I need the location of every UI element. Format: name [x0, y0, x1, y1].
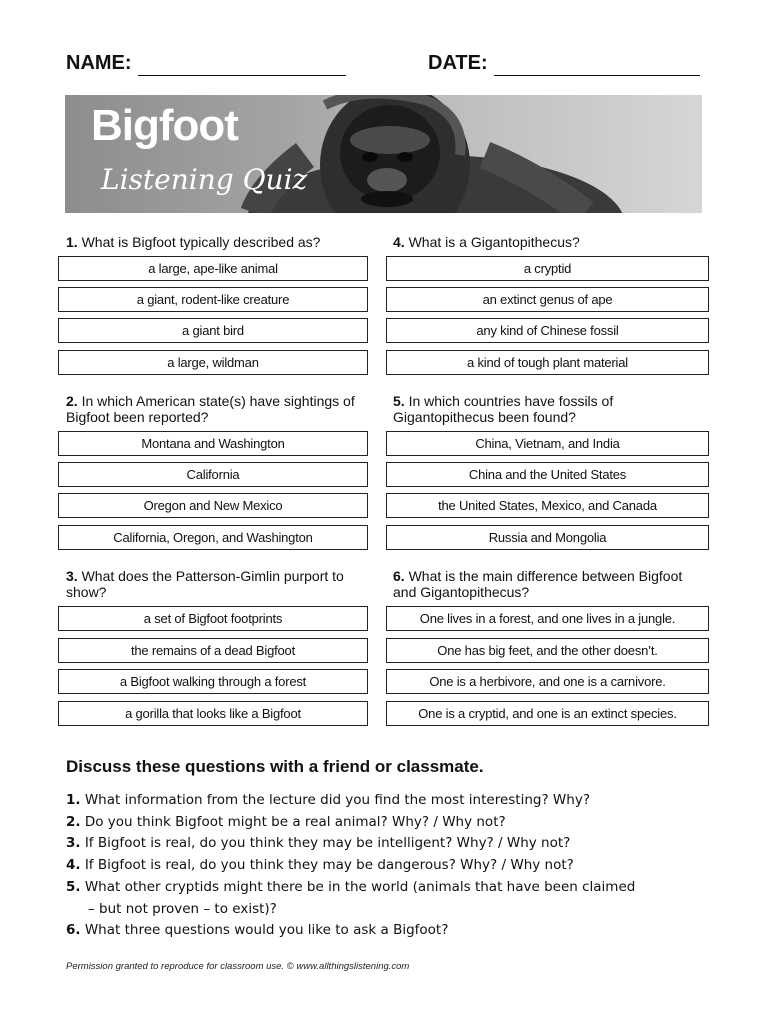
discussion-number: 1.: [66, 792, 81, 808]
question-3: [66, 568, 376, 600]
discussion-item: [66, 855, 706, 877]
banner-title: Bigfoot: [91, 101, 238, 150]
name-label: NAME:: [66, 52, 132, 74]
discussion-text: What three questions would you like to ask a Bigfoot?: [84, 922, 449, 939]
answer-option[interactable]: a set of Bigfoot footprints: [58, 606, 368, 631]
discussion-text: Do you think Bigfoot might be a real animal? Why? / Why not?: [84, 813, 506, 830]
answer-option[interactable]: One has big feet, and the other doesn’t.: [386, 638, 709, 663]
date-label: DATE:: [428, 52, 488, 74]
answer-option[interactable]: One is a cryptid, and one is an extinct species.: [386, 701, 709, 726]
name-field[interactable]: [66, 52, 346, 76]
question-4: [393, 234, 703, 250]
discussion-number: 4.: [66, 857, 81, 874]
answer-option[interactable]: One is a herbivore, and one is a carnivore.: [386, 669, 709, 694]
discussion-list: [66, 790, 706, 942]
answer-option[interactable]: a large, wildman: [58, 350, 368, 375]
question-number: 4.: [393, 234, 405, 250]
question-text: In which countries have fossils of Gigantopithecus been found?: [393, 393, 614, 425]
name-blank-line[interactable]: [138, 52, 346, 76]
date-blank-line[interactable]: [494, 52, 700, 76]
answer-option[interactable]: a Bigfoot walking through a forest: [58, 669, 368, 694]
question-5: [393, 393, 703, 425]
question-2: [66, 393, 376, 425]
discussion-text: What other cryptids might there be in the world (animals that have been claimed: [84, 878, 636, 895]
question-6: [393, 568, 703, 600]
banner-subtitle: Listening Quiz: [101, 163, 308, 196]
answer-option[interactable]: any kind of Chinese fossil: [386, 318, 709, 343]
question-number: 1.: [66, 234, 78, 250]
answer-option[interactable]: China, Vietnam, and India: [386, 431, 709, 456]
discussion-text-continued: – but not proven – to exist)?: [88, 900, 277, 917]
discussion-item: [66, 790, 706, 812]
header: [66, 52, 702, 76]
question-number: 2.: [66, 393, 78, 409]
copyright-footer: Permission granted to reproduce for classroom use. © www.allthingslistening.com: [66, 961, 410, 972]
answer-option[interactable]: Oregon and New Mexico: [58, 493, 368, 518]
question-number: 5.: [393, 393, 405, 409]
answer-option[interactable]: the United States, Mexico, and Canada: [386, 493, 709, 518]
answer-option[interactable]: a large, ape-like animal: [58, 256, 368, 281]
discussion-item: [66, 877, 706, 920]
discussion-item: [66, 920, 706, 942]
question-text: What is Bigfoot typically described as?: [81, 234, 321, 250]
title-banner: [65, 95, 702, 213]
answer-option[interactable]: a kind of tough plant material: [386, 350, 709, 375]
question-1: [66, 234, 376, 250]
discussion-item: [66, 833, 706, 855]
answer-option[interactable]: a gorilla that looks like a Bigfoot: [58, 701, 368, 726]
answer-option[interactable]: One lives in a forest, and one lives in a jungle.: [386, 606, 709, 631]
discussion-number: 5.: [66, 878, 81, 895]
discussion-text: If Bigfoot is real, do you think they may be dangerous? Why? / Why not?: [84, 857, 574, 874]
question-text: What is the main difference between Bigfoot and Gigantopithecus?: [393, 568, 683, 600]
discussion-text: If Bigfoot is real, do you think they may be intelligent? Why? / Why not?: [84, 835, 571, 852]
date-field[interactable]: [428, 52, 700, 76]
answer-option[interactable]: a giant, rodent-like creature: [58, 287, 368, 312]
answer-option[interactable]: Russia and Mongolia: [386, 525, 709, 550]
answer-option[interactable]: California: [58, 462, 368, 487]
answer-option[interactable]: a cryptid: [386, 256, 709, 281]
discussion-number: 3.: [66, 835, 81, 852]
discussion-number: 2.: [66, 813, 81, 830]
answer-option[interactable]: an extinct genus of ape: [386, 287, 709, 312]
answer-option[interactable]: Montana and Washington: [58, 431, 368, 456]
answer-option[interactable]: China and the United States: [386, 462, 709, 487]
answer-option[interactable]: a giant bird: [58, 318, 368, 343]
answer-option[interactable]: California, Oregon, and Washington: [58, 525, 368, 550]
question-text: In which American state(s) have sightings of Bigfoot been reported?: [66, 393, 355, 425]
question-number: 6.: [393, 568, 405, 584]
question-text: What is a Gigantopithecus?: [408, 234, 580, 250]
discussion-number: 6.: [66, 922, 81, 939]
question-number: 3.: [66, 568, 78, 584]
discussion-item: [66, 812, 706, 834]
discussion-title: Discuss these questions with a friend or classmate.: [66, 757, 484, 776]
discussion-text: What information from the lecture did you find the most interesting? Why?: [84, 792, 590, 808]
answer-option[interactable]: the remains of a dead Bigfoot: [58, 638, 368, 663]
question-text: What does the Patterson-Gimlin purport to show?: [66, 568, 344, 600]
